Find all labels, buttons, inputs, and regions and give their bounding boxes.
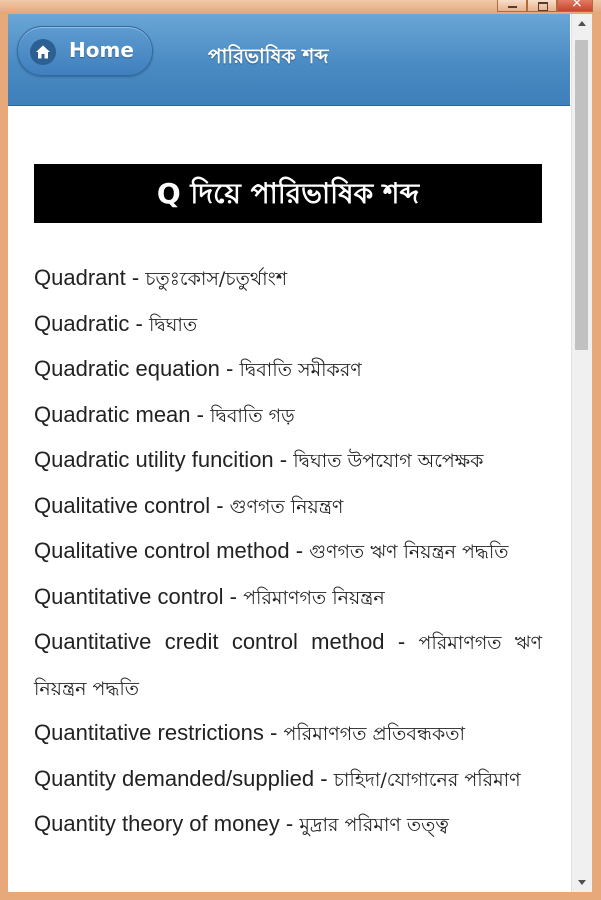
close-button[interactable]: [557, 0, 593, 12]
vertical-scrollbar[interactable]: [571, 14, 592, 892]
term-english: Quadratic equation: [34, 356, 220, 381]
term-bengali: পরিমাণগত প্রতিবন্ধকতা: [283, 723, 466, 745]
term-bengali: দ্বিবাতি গড়: [210, 404, 295, 427]
term-item: [34, 620, 542, 711]
term-english: Quantity demanded/supplied: [34, 765, 315, 791]
main-content: [8, 106, 570, 892]
term-english: Quadratic utility funcition: [34, 447, 274, 472]
term-item: [34, 484, 542, 530]
term-bengali: দ্বিঘাত উপযোগ অপেক্ষক: [293, 450, 484, 472]
term-english: Qualitative control method: [34, 538, 290, 563]
term-english: Quantitative control: [34, 583, 224, 609]
term-separator: -: [129, 310, 149, 336]
arrow-down-icon[interactable]: [572, 872, 592, 892]
term-item: [34, 347, 542, 393]
term-bengali: মুদ্রার পরিমাণ তত্ত্ব: [299, 814, 449, 836]
minimize-button[interactable]: [497, 0, 527, 12]
term-separator: -: [384, 629, 419, 654]
term-bengali: গুণগত নিয়ন্ত্রণ: [229, 495, 344, 518]
term-separator: -: [289, 538, 310, 563]
term-bengali: পরিমাণগত ঋণ নিয়ন্ত্রন পদ্ধতি: [34, 632, 542, 700]
term-item: [34, 757, 542, 803]
term-separator: -: [273, 447, 294, 472]
maximize-button[interactable]: [527, 0, 557, 12]
term-english: Qualitative control: [34, 492, 211, 518]
term-english: Quadratic mean: [34, 401, 191, 427]
term-item: [34, 575, 542, 621]
term-item: [34, 529, 542, 575]
term-english: Quantity theory of money: [34, 811, 280, 836]
term-item: [34, 393, 542, 439]
term-bengali: চাহিদা/যোগানের পরিমাণ: [333, 768, 521, 791]
term-separator: -: [223, 583, 244, 609]
term-separator: -: [210, 492, 230, 518]
term-bengali: দ্বিবাতি সমীকরণ: [239, 359, 362, 381]
section-heading: Q দিয়ে পারিভাষিক শব্দ: [34, 164, 542, 223]
term-separator: -: [279, 811, 300, 836]
term-separator: -: [263, 720, 284, 745]
term-english: Quadratic: [34, 310, 130, 336]
term-separator: -: [314, 765, 334, 791]
term-separator: -: [190, 401, 211, 427]
term-bengali: গুণগত ঋণ নিয়ন্ত্রন পদ্ধতি: [309, 541, 509, 563]
window-titlebar: [0, 0, 601, 14]
page-title: পারিভাষিক শব্দ: [208, 44, 329, 68]
term-separator: -: [125, 265, 146, 290]
app-client-area: [8, 14, 592, 892]
home-button-label: Home: [69, 38, 134, 62]
term-bengali: দ্বিঘাত: [148, 313, 198, 336]
term-english: Quadrant: [34, 265, 126, 290]
scrollbar-thumb[interactable]: [575, 40, 588, 350]
app-header: [8, 14, 570, 106]
term-bengali: পরিমাণগত নিয়ন্ত্রন: [243, 586, 385, 609]
home-button[interactable]: [17, 26, 153, 76]
term-item: [34, 711, 542, 757]
term-item: [34, 302, 542, 348]
term-separator: -: [219, 356, 240, 381]
term-english: Quantitative restrictions: [34, 720, 264, 745]
arrow-up-icon[interactable]: [572, 14, 592, 34]
term-list: [34, 256, 542, 848]
term-item: [34, 802, 542, 848]
home-icon: [30, 39, 56, 65]
term-bengali: চতুঃকোস/চতুর্থাংশ: [145, 268, 288, 290]
term-english: Quantitative credit control method: [34, 629, 385, 654]
term-item: [34, 438, 542, 484]
term-item: [34, 256, 542, 302]
